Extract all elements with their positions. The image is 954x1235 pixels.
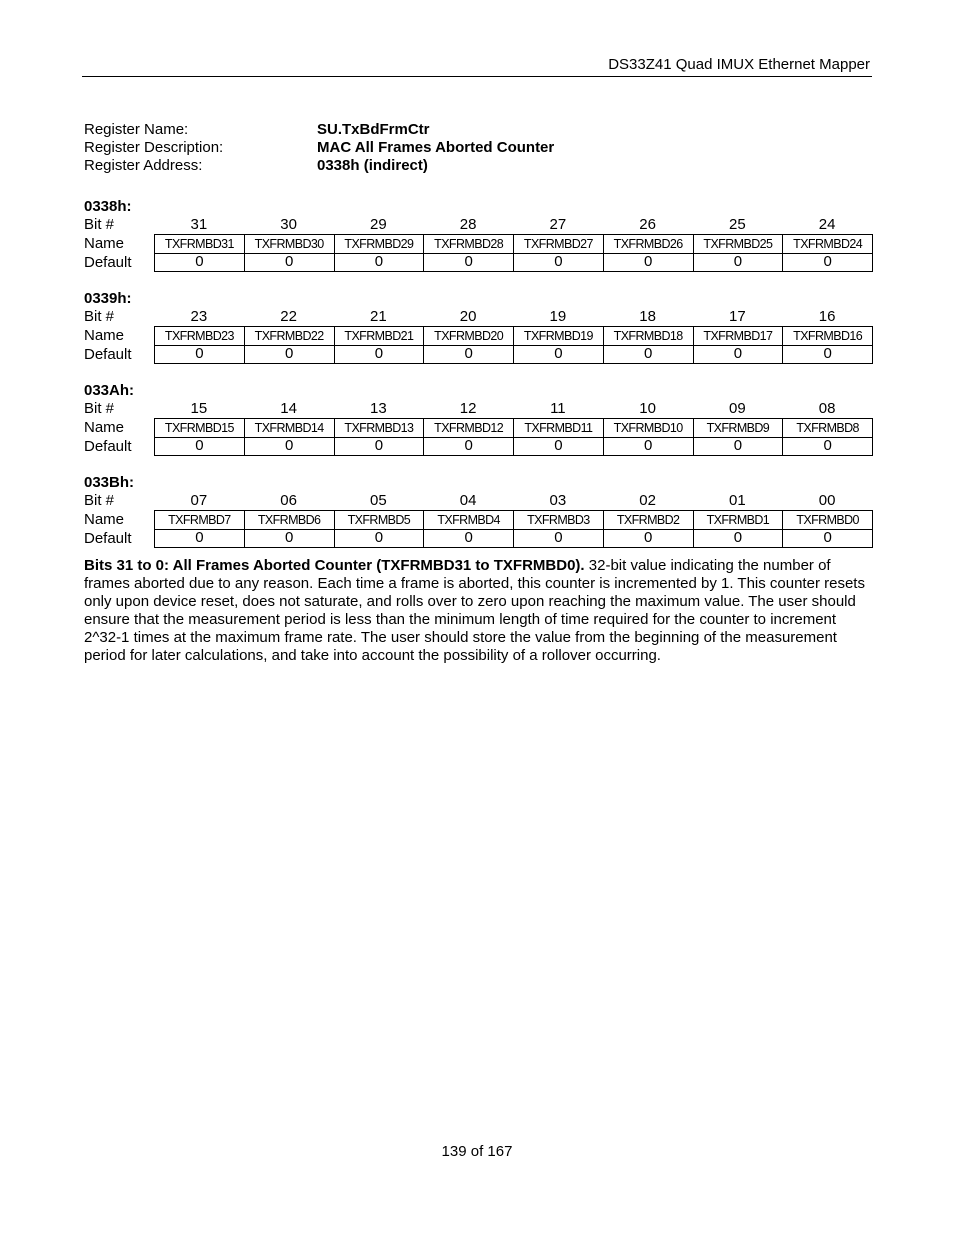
bit-default-cell: 0 (604, 437, 694, 455)
bit-default-cell: 0 (514, 529, 604, 547)
bit-number: 29 (370, 216, 387, 233)
bit-name-cell: TXFRMBD30 (245, 235, 335, 253)
bit-default-cell: 0 (155, 253, 245, 271)
bit-default-cell: 0 (783, 437, 873, 455)
register-block (84, 382, 874, 456)
bit-name-cell: TXFRMBD27 (514, 235, 604, 253)
bit-name-cell: TXFRMBD12 (424, 419, 514, 437)
default-row-label: Default (84, 254, 132, 271)
bit-default-cell: 0 (694, 529, 784, 547)
bit-row-label: Bit # (84, 216, 115, 233)
bit-number: 09 (729, 400, 746, 417)
bit-default-cells (154, 345, 873, 364)
bit-number: 11 (550, 400, 566, 417)
bit-default-cell: 0 (424, 437, 514, 455)
bit-number: 04 (459, 492, 477, 509)
bit-name-cell: TXFRMBD13 (335, 419, 425, 437)
register-name-value: SU.TxBdFrmCtr (317, 121, 430, 138)
bit-number: 23 (190, 308, 208, 325)
register-description-row (84, 139, 554, 157)
bit-default-cell: 0 (424, 529, 514, 547)
bit-default-cell: 0 (514, 345, 604, 363)
bit-default-row (84, 529, 874, 548)
bit-name-cell: TXFRMBD2 (604, 511, 694, 529)
bit-number: 14 (280, 400, 297, 417)
name-row-label: Name (84, 419, 125, 436)
register-name-row (84, 121, 554, 139)
bit-number: 18 (639, 308, 656, 325)
bit-number-row (84, 400, 874, 418)
bit-default-cell: 0 (155, 345, 245, 363)
bit-default-row (84, 437, 874, 456)
register-description-label: Register Description: (84, 139, 224, 156)
bit-default-cell: 0 (335, 253, 425, 271)
bit-name-cell: TXFRMBD5 (335, 511, 425, 529)
bit-name-row (84, 510, 874, 529)
bit-name-cell: TXFRMBD10 (604, 419, 694, 437)
bit-name-cell: TXFRMBD11 (514, 419, 604, 437)
bit-name-cell: TXFRMBD24 (783, 235, 873, 253)
bit-default-cell: 0 (604, 529, 694, 547)
bit-default-cell: 0 (514, 253, 604, 271)
bit-name-cell: TXFRMBD17 (694, 327, 784, 345)
bit-name-cells (154, 418, 873, 438)
bit-number: 12 (459, 400, 477, 417)
bit-number: 16 (818, 308, 836, 325)
bit-number: 06 (280, 492, 297, 509)
bit-default-cell: 0 (245, 345, 335, 363)
bit-row-label: Bit # (84, 492, 115, 509)
bit-name-cell: TXFRMBD31 (155, 235, 245, 253)
register-block (84, 198, 874, 272)
bit-default-cell: 0 (155, 437, 245, 455)
register-address-value: 0338h (indirect) (317, 157, 428, 174)
bit-number-row (84, 492, 874, 510)
bit-name-cell: TXFRMBD0 (783, 511, 873, 529)
default-row-label: Default (84, 530, 132, 547)
name-row-label: Name (84, 327, 125, 344)
bit-name-cell: TXFRMBD20 (424, 327, 514, 345)
bit-number: 26 (639, 216, 656, 233)
register-block (84, 290, 874, 364)
bit-default-cell: 0 (245, 437, 335, 455)
register-description-value: MAC All Frames Aborted Counter (317, 139, 555, 156)
bit-name-cells (154, 326, 873, 346)
bit-default-cell: 0 (783, 345, 873, 363)
bit-name-cell: TXFRMBD18 (604, 327, 694, 345)
name-row-label: Name (84, 511, 125, 528)
bit-number: 28 (459, 216, 477, 233)
bit-name-row (84, 234, 874, 253)
bit-name-cell: TXFRMBD8 (783, 419, 873, 437)
register-block (84, 474, 874, 548)
bit-name-cell: TXFRMBD21 (335, 327, 425, 345)
bit-default-cell: 0 (245, 529, 335, 547)
bit-default-cell: 0 (783, 253, 873, 271)
bit-number: 19 (549, 308, 567, 325)
bit-name-row (84, 418, 874, 437)
bit-default-cells (154, 529, 873, 548)
bit-default-cell: 0 (155, 529, 245, 547)
bit-number: 31 (190, 216, 208, 233)
bit-number: 03 (549, 492, 567, 509)
bit-default-cells (154, 253, 873, 272)
bit-number: 10 (639, 400, 656, 417)
document-header-title: DS33Z41 Quad IMUX Ethernet Mapper (608, 56, 870, 73)
bit-description-heading: Bits 31 to 0: All Frames Aborted Counter (TXFRMBD31 to TXFRMBD0). (84, 557, 585, 574)
bit-number-row (84, 216, 874, 234)
bit-default-cell: 0 (514, 437, 604, 455)
bit-name-cell: TXFRMBD9 (694, 419, 784, 437)
bit-name-cell: TXFRMBD6 (245, 511, 335, 529)
bit-name-cell: TXFRMBD29 (335, 235, 425, 253)
bit-name-cell: TXFRMBD4 (424, 511, 514, 529)
bit-name-cell: TXFRMBD16 (783, 327, 873, 345)
bit-default-cell: 0 (694, 437, 784, 455)
name-row-label: Name (84, 235, 125, 252)
bit-name-cells (154, 510, 873, 530)
bit-name-cell: TXFRMBD25 (694, 235, 784, 253)
header-divider (82, 76, 872, 77)
bit-name-cell: TXFRMBD1 (694, 511, 784, 529)
bit-default-cell: 0 (783, 529, 873, 547)
default-row-label: Default (84, 346, 132, 363)
register-block-address: 0339h: (84, 290, 132, 307)
bit-default-cell: 0 (604, 345, 694, 363)
bit-default-cell: 0 (335, 345, 425, 363)
bit-name-cell: TXFRMBD23 (155, 327, 245, 345)
bit-number: 15 (190, 400, 208, 417)
bit-number: 27 (549, 216, 567, 233)
bit-name-cell: TXFRMBD15 (155, 419, 245, 437)
bit-number: 08 (818, 400, 836, 417)
bit-number: 25 (729, 216, 746, 233)
bit-name-row (84, 326, 874, 345)
bit-number: 00 (818, 492, 836, 509)
bit-default-cell: 0 (424, 345, 514, 363)
bit-number: 22 (280, 308, 297, 325)
register-block-address: 0338h: (84, 198, 132, 215)
register-address-label: Register Address: (84, 157, 203, 174)
register-block-address: 033Bh: (84, 474, 135, 491)
bit-default-cell: 0 (245, 253, 335, 271)
bit-default-cell: 0 (424, 253, 514, 271)
bit-name-cell: TXFRMBD22 (245, 327, 335, 345)
bit-name-cells (154, 234, 873, 254)
bit-description-text: 32-bit value indicating the number of frames aborted due to any reason. Each time a frame is aborted, this counter is incremented by 1. This counter resets only upon device reset, does not saturate, and rolls over to zero upon reaching the maximum value. The user should ensure that the measurement period is less than the minimum length of time required for the counter to increment 2^32-1 times at the maximum frame rate. The user should store the value from the beginning of the measurement period for later calculations, and take into account the possibility of a rollover occurring. (84, 557, 865, 664)
bit-number: 02 (639, 492, 656, 509)
bit-number: 05 (370, 492, 387, 509)
bit-default-row (84, 253, 874, 272)
bit-description (84, 557, 874, 665)
bit-default-cell: 0 (335, 437, 425, 455)
bit-name-cell: TXFRMBD19 (514, 327, 604, 345)
page-number: 139 of 167 (441, 1143, 513, 1160)
bit-row-label: Bit # (84, 400, 115, 417)
bit-name-cell: TXFRMBD7 (155, 511, 245, 529)
register-block-address: 033Ah: (84, 382, 135, 399)
register-name-label: Register Name: (84, 121, 189, 138)
bit-number: 21 (370, 308, 387, 325)
bit-row-label: Bit # (84, 308, 115, 325)
register-info (84, 121, 554, 175)
bit-default-cells (154, 437, 873, 456)
bit-name-cell: TXFRMBD26 (604, 235, 694, 253)
bit-number: 01 (729, 492, 746, 509)
bit-number: 30 (280, 216, 297, 233)
bit-name-cell: TXFRMBD3 (514, 511, 604, 529)
register-address-row (84, 157, 554, 175)
bit-default-cell: 0 (694, 345, 784, 363)
bit-number: 17 (729, 308, 746, 325)
bit-number: 13 (370, 400, 387, 417)
bit-name-cell: TXFRMBD14 (245, 419, 335, 437)
bit-default-cell: 0 (335, 529, 425, 547)
bit-default-row (84, 345, 874, 364)
bit-number: 20 (459, 308, 477, 325)
bit-number-row (84, 308, 874, 326)
bit-number: 07 (190, 492, 208, 509)
bit-default-cell: 0 (604, 253, 694, 271)
bit-name-cell: TXFRMBD28 (424, 235, 514, 253)
bit-number: 24 (818, 216, 836, 233)
default-row-label: Default (84, 438, 132, 455)
bit-default-cell: 0 (694, 253, 784, 271)
